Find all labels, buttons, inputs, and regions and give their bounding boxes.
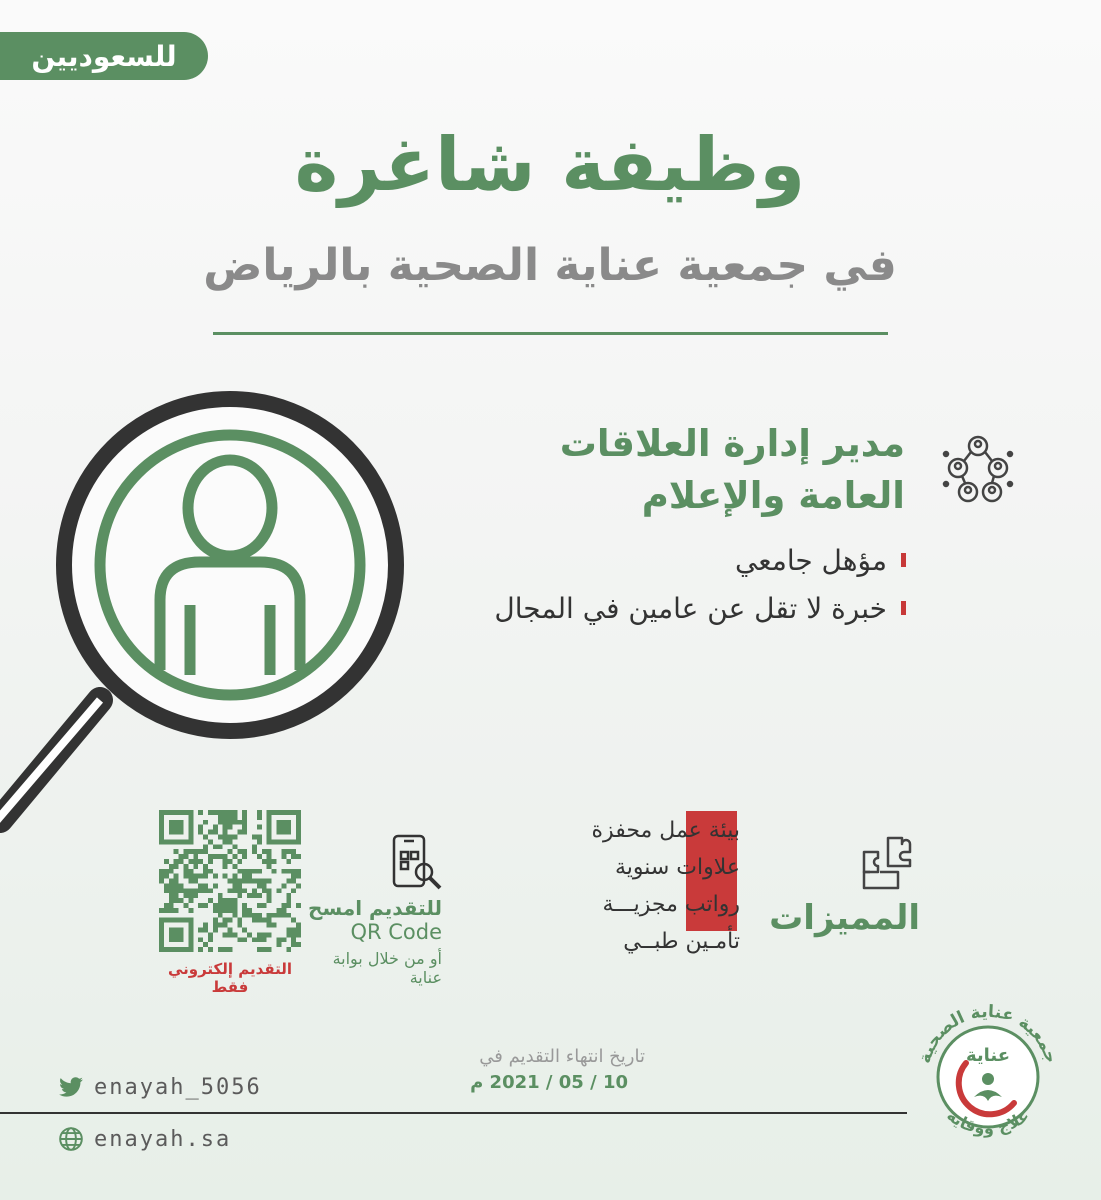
- footer-divider: [0, 1112, 907, 1114]
- feature-item: علاوات سنوية: [614, 855, 740, 880]
- feature-item: بيئة عمل محفزة: [591, 818, 740, 843]
- website-text[interactable]: enayah.sa: [94, 1126, 232, 1152]
- qr-phone-icon: [388, 834, 444, 892]
- requirements-list: [440, 536, 906, 632]
- bullet-marker: [901, 601, 906, 615]
- job-title-line1: مدير إدارة العلاقات: [559, 422, 905, 465]
- twitter-icon: [58, 1074, 84, 1100]
- page-subtitle: في جمعية عناية الصحية بالرياض: [203, 240, 897, 291]
- qr-code[interactable]: [159, 810, 301, 952]
- requirement-item: [440, 536, 906, 584]
- logo-tagline: علاج ووقاية: [943, 1105, 1033, 1138]
- deadline-label: تاريخ انتهاء التقديم في: [479, 1046, 645, 1067]
- logo-word: عناية: [965, 1045, 1011, 1066]
- bullet-marker: [901, 553, 906, 567]
- apply-line3: أو من خلال بوابة عناية: [332, 949, 442, 988]
- twitter-handle[interactable]: [58, 1074, 262, 1100]
- badge-label: للسعوديين: [31, 39, 177, 73]
- features-list: [520, 812, 740, 960]
- twitter-handle-text[interactable]: enayah_5056: [94, 1074, 262, 1100]
- requirement-text: خبرة لا تقل عن عامين في المجال: [494, 591, 887, 625]
- deadline-date: 10 / 05 / 2021 م: [470, 1072, 628, 1093]
- puzzle-icon: [858, 834, 918, 894]
- saudis-only-badge: [0, 32, 208, 80]
- network-icon: [942, 432, 1014, 504]
- magnifier-person-icon: [0, 390, 440, 840]
- qr-note: التقديم إلكتروني فقط: [167, 960, 293, 996]
- features-label: المميزات: [769, 898, 920, 938]
- page-title: وظيفة شاغرة: [294, 122, 806, 208]
- apply-instructions: [300, 896, 442, 988]
- logo-name: جمعية عناية الصحية: [914, 1001, 1062, 1066]
- apply-line1: للتقديم امسح: [308, 896, 442, 920]
- apply-line2: QR Code: [350, 920, 442, 944]
- requirement-item: [440, 584, 906, 632]
- enayah-logo: [908, 993, 1068, 1153]
- globe-icon: [58, 1126, 84, 1152]
- feature-item: تأمـين طبــي: [623, 929, 740, 954]
- job-title-line2: العامة والإعلام: [641, 473, 905, 517]
- feature-item: رواتب مجزيـــة: [602, 892, 740, 917]
- title-divider: [213, 332, 888, 335]
- job-title: [440, 418, 905, 522]
- website-link[interactable]: [58, 1126, 231, 1152]
- requirement-text: مؤهل جامعي: [734, 543, 887, 577]
